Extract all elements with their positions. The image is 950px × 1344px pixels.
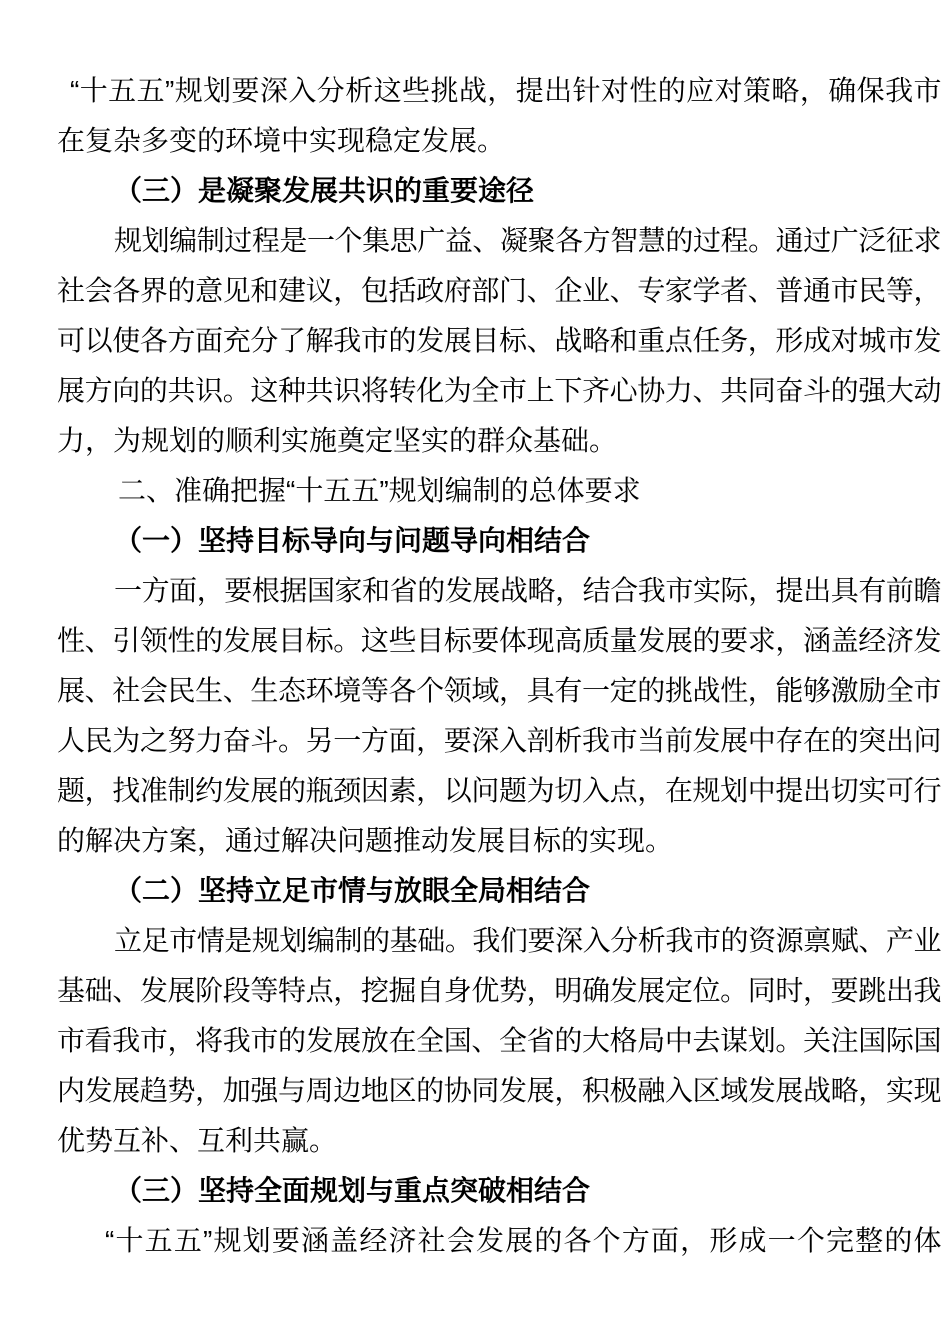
paragraph-line: 性、引领性的发展目标。这些目标要体现高质量发展的要求，涵盖经济发 xyxy=(57,625,941,656)
paragraph-line: 人民为之努力奋斗。另一方面，要深入剖析我市当前发展中存在的突出问 xyxy=(57,725,941,756)
paragraph-line: 力，为规划的顺利实施奠定坚实的群众基础。 xyxy=(57,425,618,456)
paragraph-line: 优势互补、互利共赢。 xyxy=(57,1125,338,1156)
paragraph-line: 基础、发展阶段等特点，挖掘自身优势，明确发展定位。同时，要跳出我 xyxy=(57,975,941,1006)
paragraph-line: “十五五”规划要涵盖经济社会发展的各个方面，形成一个完整的体 xyxy=(105,1225,941,1256)
section-heading: （三）坚持全面规划与重点突破相结合 xyxy=(114,1175,591,1206)
document-text xyxy=(57,66,941,1266)
paragraph-line: 的解决方案，通过解决问题推动发展目标的实现。 xyxy=(57,825,674,856)
paragraph-line: 社会各界的意见和建议，包括政府部门、企业、专家学者、普通市民等， xyxy=(57,275,941,306)
section-heading: （三）是凝聚发展共识的重要途径 xyxy=(114,175,535,206)
paragraph-line: 规划编制过程是一个集思广益、凝聚各方智慧的过程。通过广泛征求 xyxy=(114,225,941,256)
section-heading: （一）坚持目标导向与问题导向相结合 xyxy=(114,525,591,556)
paragraph-line: 展、社会民生、生态环境等各个领域，具有一定的挑战性，能够激励全市 xyxy=(57,675,941,706)
paragraph-line: 内发展趋势，加强与周边地区的协同发展，积极融入区域发展战略，实现 xyxy=(57,1075,941,1106)
paragraph-line: 一方面，要根据国家和省的发展战略，结合我市实际，提出具有前瞻 xyxy=(114,575,941,606)
paragraph-line: 立足市情是规划编制的基础。我们要深入分析我市的资源禀赋、产业 xyxy=(114,925,941,956)
chapter-heading: 二、准确把握“十五五”规划编制的总体要求 xyxy=(118,475,641,506)
paragraph-line: 展方向的共识。这种共识将转化为全市上下齐心协力、共同奋斗的强大动 xyxy=(57,375,941,406)
paragraph-line: 市看我市，将我市的发展放在全国、全省的大格局中去谋划。关注国际国 xyxy=(57,1025,941,1056)
section-heading: （二）坚持立足市情与放眼全局相结合 xyxy=(114,875,591,906)
paragraph-line: 在复杂多变的环境中实现稳定发展。 xyxy=(57,125,506,156)
paragraph-line: “十五五”规划要深入分析这些挑战，提出针对性的应对策略，确保我市 xyxy=(70,75,941,106)
paragraph-line: 题，找准制约发展的瓶颈因素，以问题为切入点，在规划中提出切实可行 xyxy=(57,775,941,806)
paragraph-line: 可以使各方面充分了解我市的发展目标、战略和重点任务，形成对城市发 xyxy=(57,325,941,356)
